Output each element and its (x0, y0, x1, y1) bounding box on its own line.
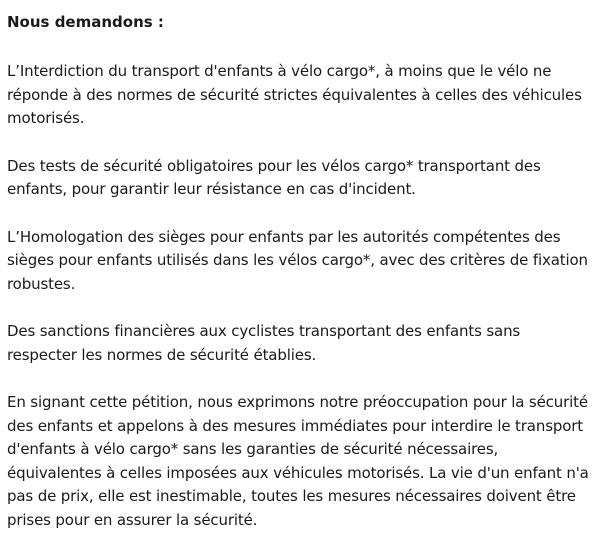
demand-paragraph-sanctions: Des sanctions financières aux cyclistes transportant des enfants sans respecter les normes de sécurité établies. (7, 322, 521, 364)
demand-paragraph-ban: L’Interdiction du transport d'enfants à vélo cargo*, à moins que le vélo ne réponde à des normes de sécurité strictes équivalentes à celles des véhicules motorisés. (7, 62, 582, 127)
section-heading: Nous demandons : (7, 13, 164, 31)
demand-paragraph-safety-tests: Des tests de sécurité obligatoires pour les vélos cargo* transportant des enfants, pour garantir leur résistance en cas d'incident. (7, 156, 541, 198)
petition-demands-section (7, 10, 593, 532)
demand-paragraph-seat-homologation: L’Homologation des sièges pour enfants par les autorités compétentes des sièges pour enfants utilisés dans les vélos cargo*, avec des critères de fixation robustes. (7, 227, 588, 293)
closing-paragraph: En signant cette pétition, nous exprimons notre préoccupation pour la sécurité des enfants et appelons à des mesures immédiates pour interdire le transport d'enfants à vélo cargo* sans les garanties de sécurité nécessaires, équivalentes à celles imposées aux véhicules motorisés. La vie d'un enfant n'a pas de prix, elle est inestimable, toutes les mesures nécessaires doivent être prises pour en assurer la sécurité. (7, 393, 589, 529)
